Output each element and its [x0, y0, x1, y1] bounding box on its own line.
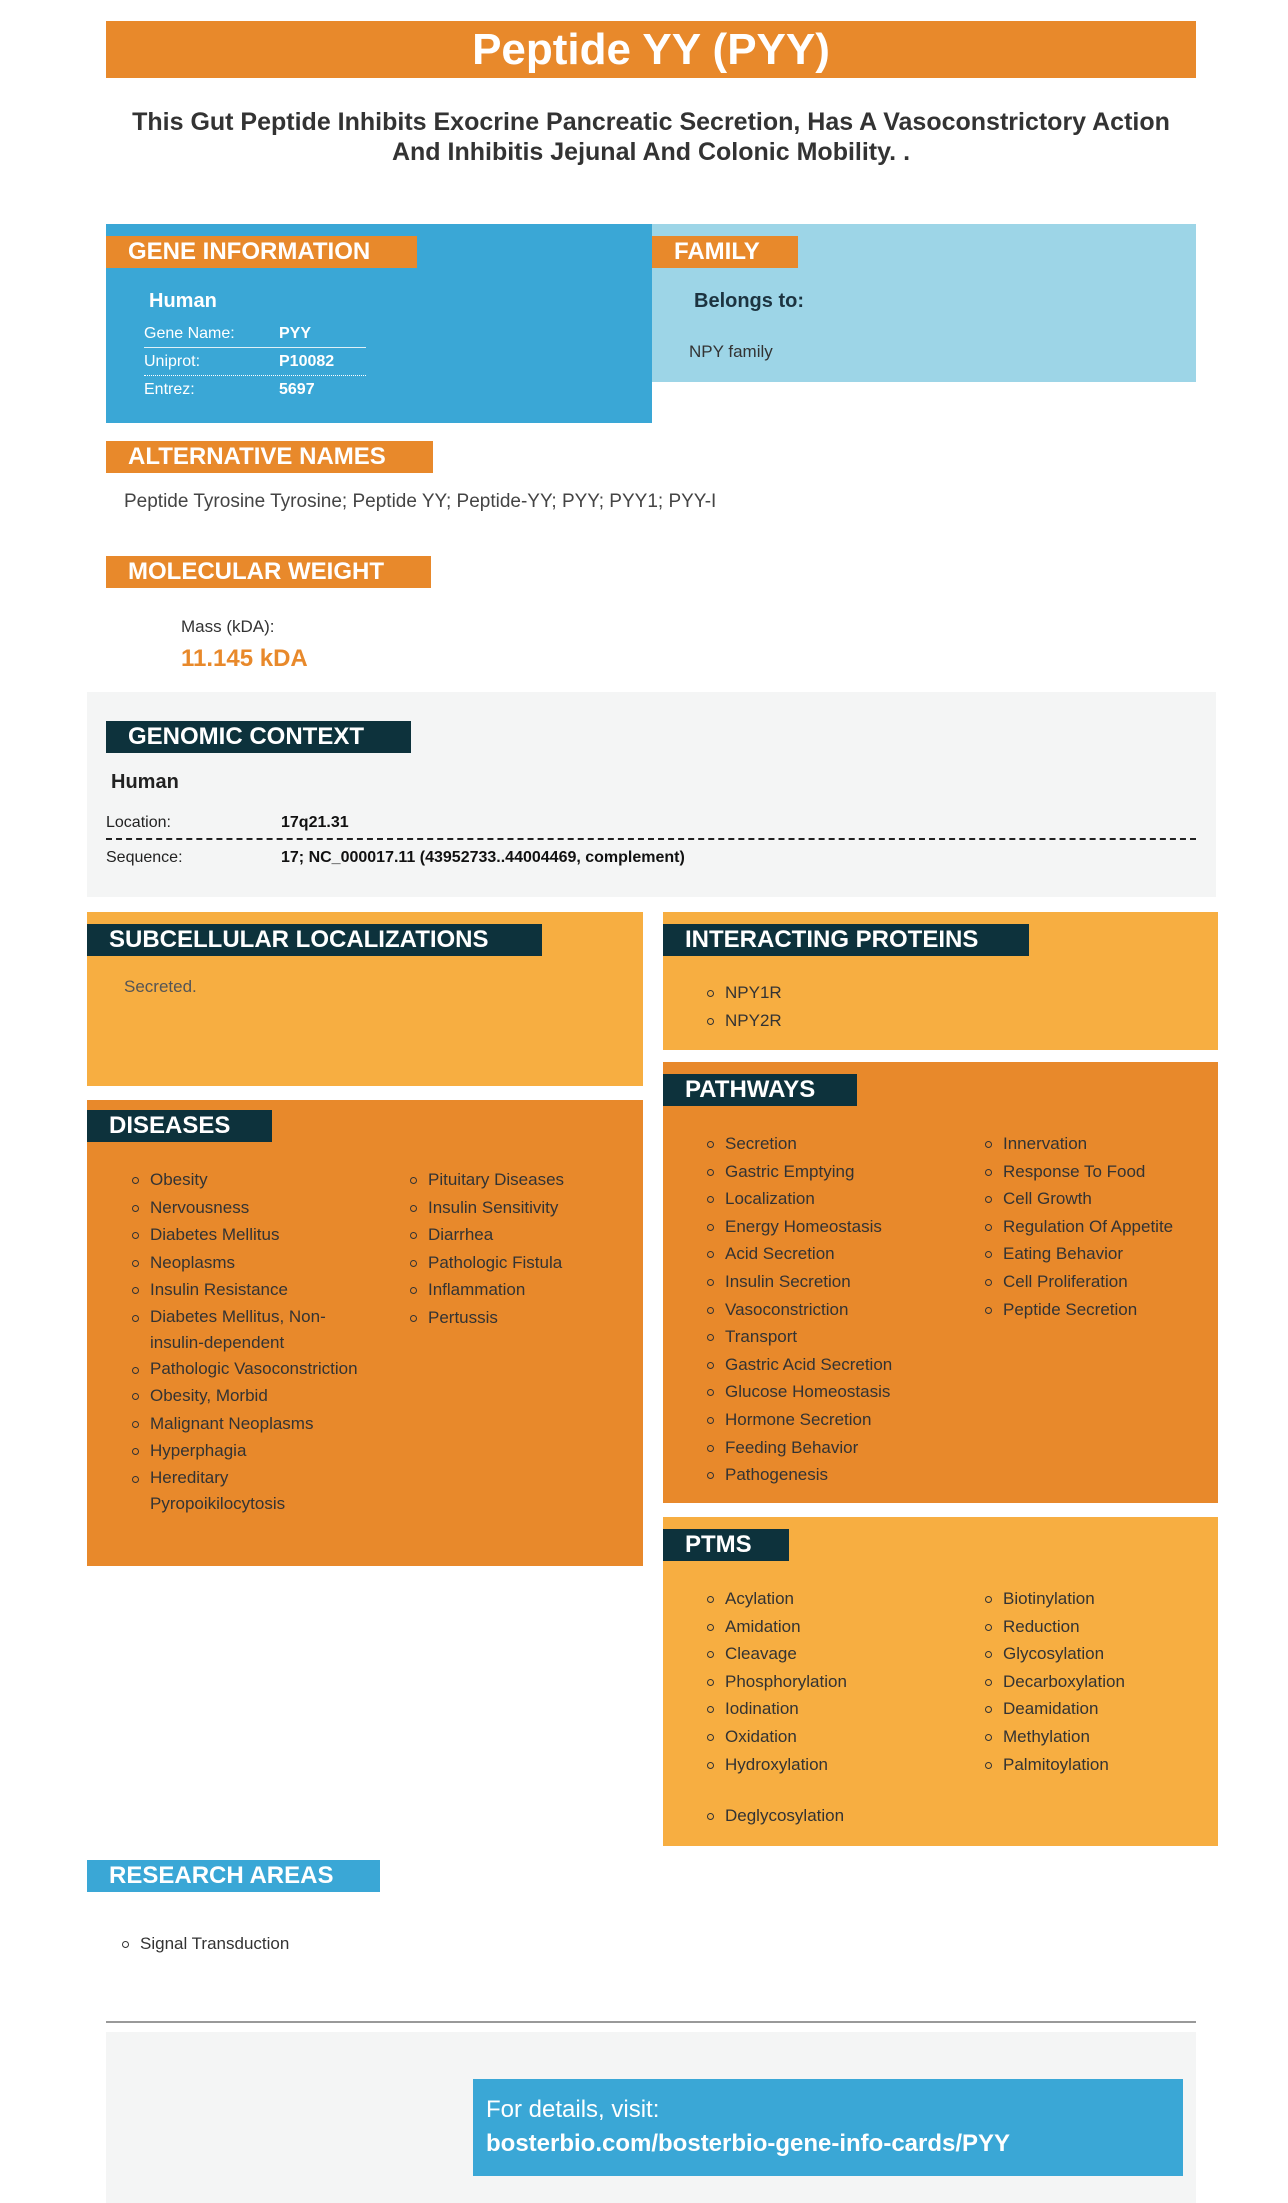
mass-label: Mass (kDA):	[181, 617, 275, 636]
list-item: Obesity, Morbid	[130, 1382, 360, 1410]
interacting-proteins-header: INTERACTING PROTEINS	[663, 924, 1029, 956]
gene-info-table	[144, 320, 366, 404]
family-panel	[652, 224, 1196, 382]
location-value: 17q21.31	[281, 814, 349, 831]
list-item: Iodination	[705, 1695, 965, 1723]
ptms-list-col2	[983, 1585, 1213, 1778]
list-item: Hormone Secretion	[705, 1406, 965, 1434]
gene-row-name	[144, 320, 366, 348]
list-item: Malignant Neoplasms	[130, 1410, 360, 1438]
molecular-weight-header: MOLECULAR WEIGHT	[106, 556, 431, 588]
list-item: NPY2R	[705, 1007, 782, 1035]
list-item: Secretion	[705, 1130, 965, 1158]
list-item: Oxidation	[705, 1723, 965, 1751]
alternative-names-text: Peptide Tyrosine Tyrosine; Peptide YY; Peptide-YY; PYY; PYY1; PYY-I	[124, 491, 717, 512]
list-item: Transport	[705, 1323, 965, 1351]
ptms-panel	[663, 1517, 1218, 1846]
footer-divider	[106, 2021, 1196, 2023]
details-link-card[interactable]	[473, 2079, 1183, 2176]
diseases-panel	[87, 1100, 643, 1566]
list-item: Deamidation	[983, 1695, 1213, 1723]
list-item: Acid Secretion	[705, 1240, 965, 1268]
genomic-species: Human	[111, 771, 179, 793]
page-subtitle: This Gut Peptide Inhibits Exocrine Pancreatic Secretion, Has A Vasoconstrictory Action And Inhibitis Jejunal And Colonic Mobility. .	[132, 108, 1170, 166]
list-item: Pituitary Diseases	[408, 1166, 628, 1194]
pathways-panel	[663, 1062, 1218, 1503]
diseases-header: DISEASES	[87, 1110, 272, 1142]
list-item: Palmitoylation	[983, 1751, 1213, 1779]
subcellular-text: Secreted.	[124, 977, 197, 996]
list-item: Pertussis	[408, 1304, 628, 1332]
list-item: Inflammation	[408, 1276, 628, 1304]
entrez-label: Entrez:	[144, 381, 195, 398]
list-item: Cleavage	[705, 1640, 965, 1668]
list-item: Energy Homeostasis	[705, 1213, 965, 1241]
family-belongs-label: Belongs to:	[694, 290, 804, 312]
list-item: Reduction	[983, 1613, 1213, 1641]
sequence-value: 17; NC_000017.11 (43952733..44004469, complement)	[281, 849, 685, 866]
list-item: Phosphorylation	[705, 1668, 965, 1696]
entrez-value: 5697	[279, 381, 315, 398]
gene-row-uniprot	[144, 348, 366, 376]
list-item: Hereditary Pyropoikilocytosis	[130, 1465, 360, 1517]
page-title: Peptide YY (PYY)	[106, 21, 1196, 78]
ptms-header: PTMS	[663, 1529, 789, 1561]
diseases-list-col2	[408, 1166, 628, 1332]
gene-information-header: GENE INFORMATION	[106, 236, 417, 268]
list-item: Acylation	[705, 1585, 965, 1613]
sequence-label: Sequence:	[106, 849, 183, 866]
list-item: Deglycosylation	[705, 1802, 844, 1830]
pathways-list-col1	[705, 1130, 965, 1489]
list-item: Feeding Behavior	[705, 1434, 965, 1462]
alternative-names-header: ALTERNATIVE NAMES	[106, 441, 433, 473]
list-item: Nervousness	[130, 1194, 360, 1222]
list-item: Glucose Homeostasis	[705, 1378, 965, 1406]
list-item: Vasoconstriction	[705, 1296, 965, 1324]
list-item: NPY1R	[705, 979, 782, 1007]
genomic-sequence-row	[106, 841, 1196, 875]
genomic-location-row	[106, 806, 1196, 840]
details-url-link[interactable]: bosterbio.com/bosterbio-gene-info-cards/PYY	[486, 2130, 1011, 2157]
gene-name-value: PYY	[279, 325, 312, 342]
list-item: Glycosylation	[983, 1640, 1213, 1668]
list-item: Insulin Secretion	[705, 1268, 965, 1296]
uniprot-label: Uniprot:	[144, 353, 201, 370]
list-item: Signal Transduction	[120, 1930, 289, 1958]
list-item: Regulation Of Appetite	[983, 1213, 1213, 1241]
subcellular-header: SUBCELLULAR LOCALIZATIONS	[87, 924, 542, 956]
research-areas-header: RESEARCH AREAS	[87, 1860, 380, 1892]
location-label: Location:	[106, 814, 171, 831]
list-item: Methylation	[983, 1723, 1213, 1751]
list-item: Peptide Secretion	[983, 1296, 1213, 1324]
subcellular-panel	[87, 912, 643, 1086]
list-item: Response To Food	[983, 1158, 1213, 1186]
list-item: Insulin Sensitivity	[408, 1194, 628, 1222]
list-item: Cell Proliferation	[983, 1268, 1213, 1296]
family-value: NPY family	[689, 342, 773, 361]
list-item: Gastric Acid Secretion	[705, 1351, 965, 1379]
list-item: Diabetes Mellitus, Non-insulin-dependent	[130, 1304, 360, 1356]
list-item: Pathologic Vasoconstriction	[130, 1356, 360, 1382]
research-areas-list	[120, 1930, 289, 1958]
mass-value: 11.145 kDA	[181, 645, 308, 672]
list-item: Pathologic Fistula	[408, 1249, 628, 1277]
list-item: Innervation	[983, 1130, 1213, 1158]
list-item: Diabetes Mellitus	[130, 1221, 360, 1249]
list-item: Hyperphagia	[130, 1437, 360, 1465]
list-item: Neoplasms	[130, 1249, 360, 1277]
genomic-context-panel	[87, 692, 1216, 897]
list-item: Eating Behavior	[983, 1240, 1213, 1268]
list-item: Cell Growth	[983, 1185, 1213, 1213]
list-item: Amidation	[705, 1613, 965, 1641]
list-item: Insulin Resistance	[130, 1276, 360, 1304]
ptms-list-extra	[705, 1802, 844, 1830]
gene-species: Human	[149, 290, 217, 312]
uniprot-value: P10082	[279, 353, 335, 370]
interacting-proteins-panel	[663, 912, 1218, 1050]
list-item: Gastric Emptying	[705, 1158, 965, 1186]
gene-row-entrez	[144, 376, 366, 404]
gene-information-panel	[106, 224, 652, 423]
gene-name-label: Gene Name:	[144, 325, 235, 342]
list-item: Biotinylation	[983, 1585, 1213, 1613]
diseases-list-col1	[130, 1166, 360, 1517]
genomic-context-header: GENOMIC CONTEXT	[106, 721, 411, 753]
pathways-list-col2	[983, 1130, 1213, 1323]
list-item: Hydroxylation	[705, 1751, 965, 1779]
list-item: Obesity	[130, 1166, 360, 1194]
pathways-header: PATHWAYS	[663, 1074, 857, 1106]
list-item: Pathogenesis	[705, 1461, 965, 1489]
list-item: Decarboxylation	[983, 1668, 1213, 1696]
details-label: For details, visit:	[486, 2096, 660, 2123]
ptms-list-col1	[705, 1585, 965, 1778]
list-item: Localization	[705, 1185, 965, 1213]
list-item: Diarrhea	[408, 1221, 628, 1249]
family-header: FAMILY	[652, 236, 798, 268]
interacting-proteins-list	[705, 979, 782, 1034]
